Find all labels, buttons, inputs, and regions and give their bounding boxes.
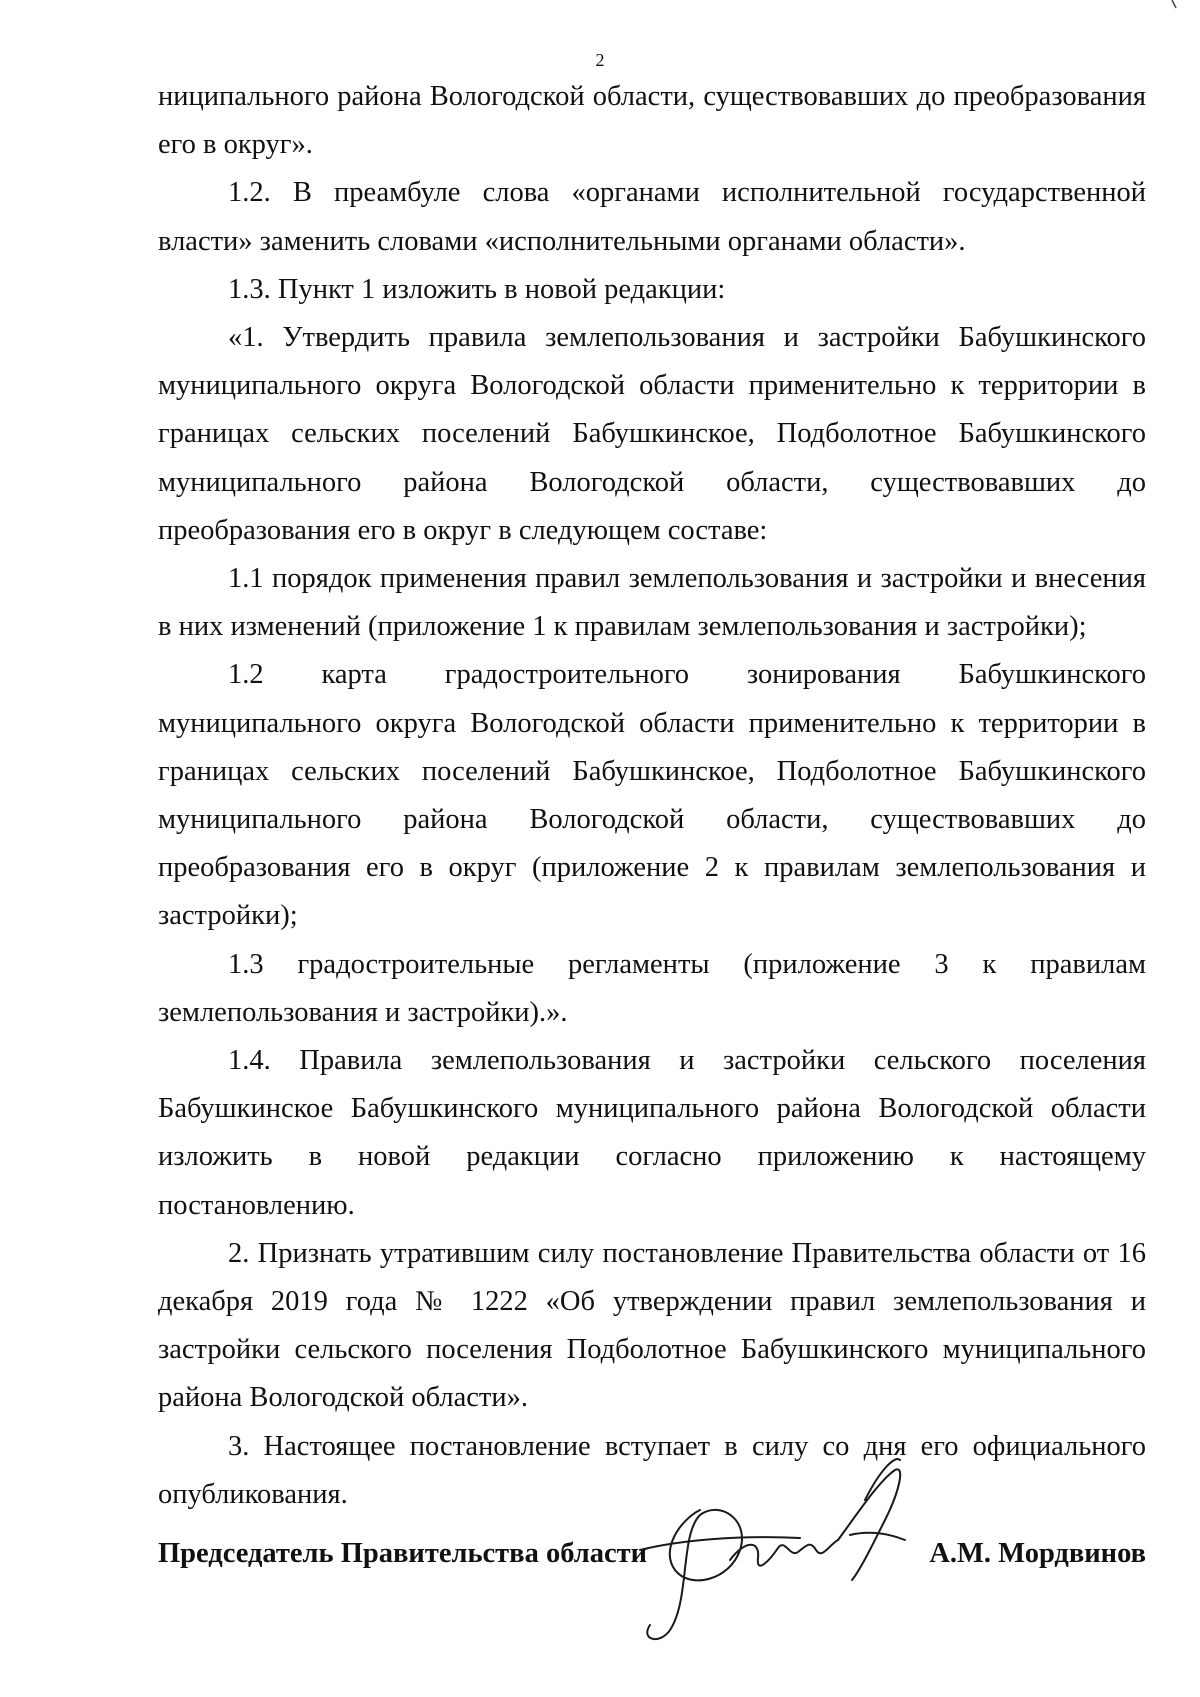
document-body: [158, 73, 1146, 1519]
paragraph: 1.1 порядок применения правил землепользования и застройки и внесения в них изменений (приложение 1 к правилам землепользования и застройки);: [158, 563, 1146, 643]
paragraph: 3. Настоящее постановление вступает в силу со дня его официального опубликования.: [158, 1430, 1146, 1510]
corner-mark: [1170, 0, 1182, 10]
signatory-name: А.М. Мордвинов: [929, 1538, 1146, 1569]
signatory-title: Председатель Правительства области: [158, 1538, 648, 1569]
paragraph: 1.3. Пункт 1 изложить в новой редакции:: [228, 273, 726, 305]
paragraph: 1.3 градостроительные регламенты (приложение 3 к правилам землепользования и застройки).».: [158, 948, 1146, 1028]
paragraph: 1.2 карта градостроительного зонирования Бабушкинского муниципального округа Вологодской области применительно к территории в границах сельских поселений Бабушкинское, Подболотное Бабушкинского муниципального района Вологодской области, существовавших до преобразования его в округ (приложение 2 к правилам землепользования и застройки);: [158, 659, 1146, 932]
handwritten-signature: [620, 1440, 980, 1660]
paragraph: 1.4. Правила землепользования и застройки сельского поселения Бабушкинское Бабушкинского муниципального района Вологодской области изложить в новой редакции согласно приложению к настоящему постановлению.: [158, 1045, 1146, 1221]
paragraph: 1.2. В преамбуле слова «органами исполнительной государственной власти» заменить словами «исполнительными органами области».: [158, 177, 1146, 257]
page-number: 2: [595, 50, 605, 70]
paragraph: «1. Утвердить правила землепользования и застройки Бабушкинского муниципального округа Вологодской области применительно к территории в границах сельских поселений Бабушкинское, Подболотное Бабушкинского муниципального района Вологодской области, существовавших до преобразования его в округ в следующем составе:: [158, 322, 1146, 546]
paragraph: ниципального района Вологодской области, существовавших до преобразования его в округ».: [158, 81, 1146, 161]
paragraph: 2. Признать утратившим силу постановление Правительства области от 16 декабря 2019 года № 1222 «Об утверждении правил землепользования и застройки сельского поселения Подболотное Бабушкинского муниципального района Вологодской области».: [158, 1237, 1146, 1414]
